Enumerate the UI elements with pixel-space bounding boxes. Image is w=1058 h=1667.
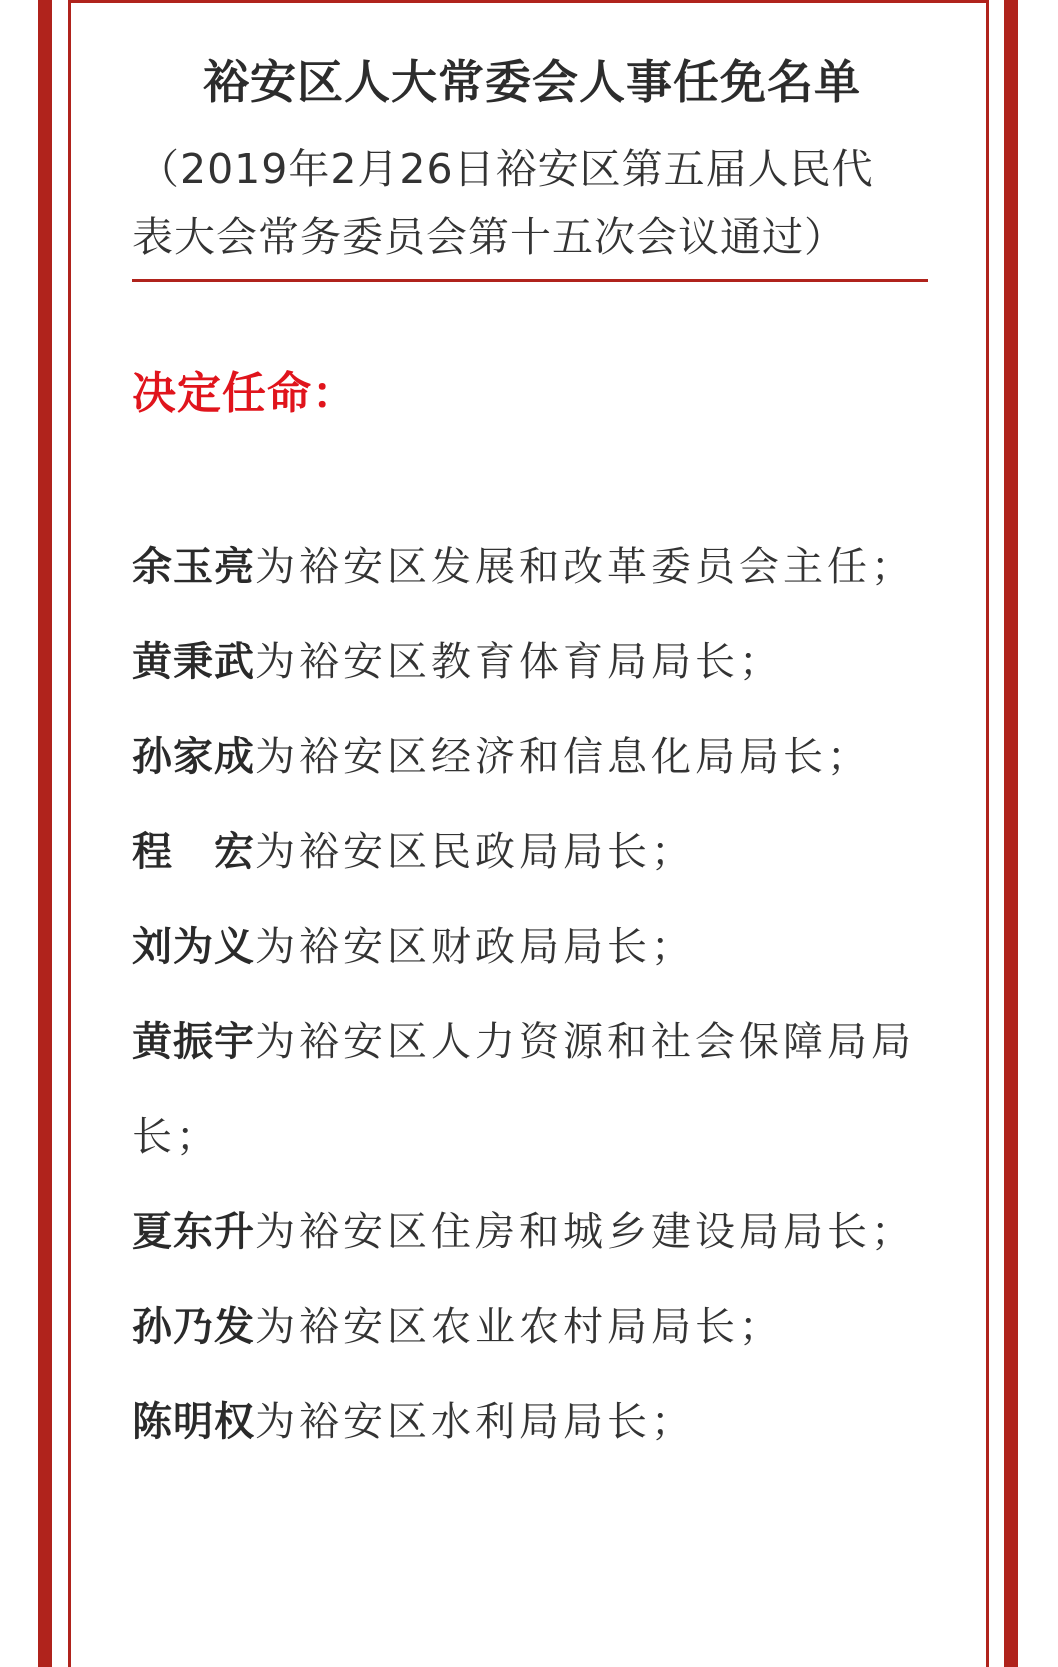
appointment-role: 为裕安区发展和改革委员会主任；: [255, 544, 915, 590]
document-title: 裕安区人大常委会人事任免名单: [203, 55, 861, 109]
appointee-name: 孙家成: [132, 734, 255, 780]
appointee-name: 余玉亮: [132, 544, 255, 590]
frame-outer-left-border: [38, 0, 52, 1667]
frame-top-border: [68, 0, 989, 3]
appointment-item: [132, 710, 932, 805]
appointment-item: [132, 1185, 932, 1280]
section-heading-appointments: 决定任命：: [132, 368, 357, 419]
appointment-item: [132, 805, 932, 900]
appointment-item: [132, 1280, 932, 1375]
appointee-name: 孙乃发: [132, 1304, 255, 1350]
appointment-role: 为裕安区水利局局长；: [255, 1399, 695, 1445]
appointment-item: [132, 1375, 932, 1470]
appointment-role: 为裕安区人力资源和社会保障局局长；: [132, 1019, 915, 1160]
appointment-role: 为裕安区农业农村局局长；: [255, 1304, 783, 1350]
title-divider: [132, 279, 928, 282]
frame-inner-left-border: [68, 0, 71, 1667]
subtitle-line-1: （2019年2月26日裕安区第五届人民代: [138, 145, 874, 193]
frame-inner-right-border: [986, 0, 989, 1667]
appointee-name: 黄振宇: [132, 1019, 255, 1065]
appointment-list: [132, 520, 932, 1470]
appointment-role: 为裕安区住房和城乡建设局局长；: [255, 1209, 915, 1255]
appointment-item: [132, 520, 932, 615]
subtitle-line-2: 表大会常务委员会第十五次会议通过）: [132, 213, 846, 261]
appointee-name: 程 宏: [132, 829, 255, 875]
appointment-role: 为裕安区教育体育局局长；: [255, 639, 783, 685]
appointee-name: 夏东升: [132, 1209, 255, 1255]
appointee-name: 刘为义: [132, 924, 255, 970]
appointment-role: 为裕安区财政局局长；: [255, 924, 695, 970]
frame-outer-right-border: [1004, 0, 1018, 1667]
appointment-item: [132, 995, 932, 1185]
appointment-role: 为裕安区民政局局长；: [255, 829, 695, 875]
appointment-item: [132, 900, 932, 995]
appointment-role: 为裕安区经济和信息化局局长；: [255, 734, 871, 780]
document-subtitle: [132, 135, 932, 271]
appointee-name: 黄秉武: [132, 639, 255, 685]
appointment-item: [132, 615, 932, 710]
appointee-name: 陈明权: [132, 1399, 255, 1445]
